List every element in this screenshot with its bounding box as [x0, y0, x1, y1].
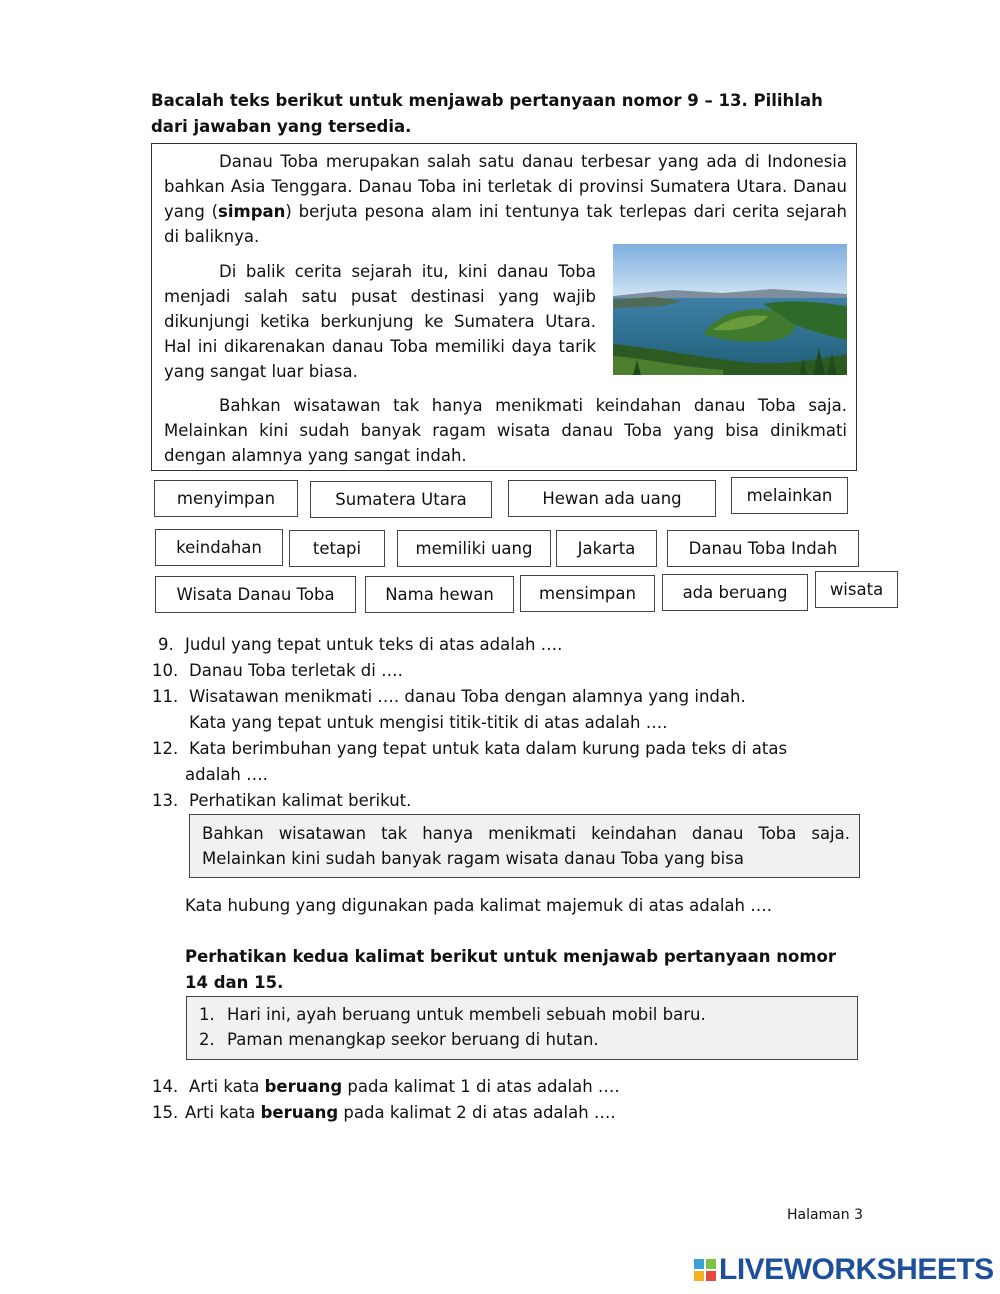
question-12-line-1: Kata berimbuhan yang tepat untuk kata dalam kurung pada teks di atas — [189, 739, 788, 758]
sentence-1: Hari ini, ayah beruang untuk membeli sebuah mobil baru. — [227, 1005, 706, 1024]
question-15: Arti kata beruang pada kalimat 2 di atas adalah …. — [185, 1103, 616, 1122]
answer-chip[interactable]: Wisata Danau Toba — [155, 576, 356, 613]
question-9: Judul yang tepat untuk teks di atas adalah …. — [185, 635, 563, 654]
question-12-line-2: adalah …. — [185, 765, 268, 784]
passage-paragraph-2: Di balik cerita sejarah itu, kini danau Toba menjadi salah satu pusat destinasi yang wajib dikunjungi ketika berkunjung ke Sumatera Utara. Hal ini dikarenakan danau Toba memiliki daya tarik yang sangat luar biasa. — [164, 262, 596, 381]
answer-chip[interactable]: wisata — [815, 571, 898, 608]
question-number: 11. — [152, 687, 179, 706]
question-13-follow-up: Kata hubung yang digunakan pada kalimat majemuk di atas adalah …. — [185, 896, 772, 915]
question-10: Danau Toba terletak di …. — [189, 661, 403, 680]
answer-chip[interactable]: memiliki uang — [397, 530, 551, 567]
question-11-line-1: Wisatawan menikmati …. danau Toba dengan alamnya yang indah. — [189, 687, 746, 706]
quoted-sentence: Bahkan wisatawan tak hanya menikmati keindahan danau Toba saja. Melainkan kini sudah banyak ragam wisata danau Toba yang bisa — [202, 824, 850, 868]
passage-paragraph-1: Danau Toba merupakan salah satu danau terbesar yang ada di Indonesia bahkan Asia Tenggara. Danau Toba ini terletak di provinsi Sumatera Utara. Danau yang (simpan) berjuta pesona alam ini tentunya tak terlepas dari cerita sejarah di baliknya. — [164, 152, 847, 246]
liveworksheets-brand — [694, 1253, 994, 1287]
answer-chip[interactable]: Hewan ada uang — [508, 480, 716, 517]
question-number: 12. — [152, 739, 179, 758]
answer-chip[interactable]: Sumatera Utara — [310, 481, 492, 518]
answer-chip[interactable]: Nama hewan — [365, 576, 514, 613]
page-number: Halaman 3 — [786, 1207, 863, 1223]
question-number: 9. — [158, 635, 174, 654]
brand-name: LIVEWORKSHEETS — [719, 1253, 994, 1286]
answer-chip[interactable]: tetapi — [289, 530, 385, 567]
answer-chip[interactable]: ada beruang — [662, 574, 808, 611]
passage-paragraph-3: Bahkan wisatawan tak hanya menikmati keindahan danau Toba saja. Melainkan kini sudah banyak ragam wisata danau Toba yang bisa dinikmati dengan alamnya yang sangat indah. — [164, 396, 847, 465]
answer-chip[interactable]: menyimpan — [154, 480, 298, 517]
sentences-box — [186, 996, 858, 1060]
sentence-number: 1. — [199, 1005, 215, 1024]
section-2-instruction: Perhatikan kedua kalimat berikut untuk menjawab pertanyaan nomor 14 dan 15. — [185, 947, 836, 992]
reading-passage — [151, 143, 857, 471]
question-11-line-2: Kata yang tepat untuk mengisi titik-titik di atas adalah …. — [189, 713, 668, 732]
question-number: 15. — [152, 1103, 179, 1122]
sentence-number: 2. — [199, 1030, 215, 1049]
bracketed-word: simpan — [218, 202, 286, 221]
question-number: 13. — [152, 791, 179, 810]
answer-chip[interactable]: Jakarta — [556, 530, 657, 567]
answer-chip[interactable]: keindahan — [155, 529, 283, 566]
question-14: Arti kata beruang pada kalimat 1 di atas adalah …. — [189, 1077, 620, 1096]
answer-chip[interactable]: mensimpan — [520, 575, 655, 612]
quoted-sentence-box — [189, 814, 860, 878]
answer-chip[interactable]: Danau Toba Indah — [667, 530, 859, 567]
question-number: 10. — [152, 661, 179, 680]
question-number: 14. — [152, 1077, 179, 1096]
question-13: Perhatikan kalimat berikut. — [189, 791, 412, 810]
lake-toba-photo — [613, 244, 847, 375]
sentence-2: Paman menangkap seekor beruang di hutan. — [227, 1030, 599, 1049]
instruction-heading: Bacalah teks berikut untuk menjawab pertanyaan nomor 9 – 13. Pilihlah dari jawaban yang tersedia. — [151, 91, 823, 136]
liveworksheets-logo-icon — [694, 1259, 716, 1281]
answer-chip[interactable]: melainkan — [731, 477, 848, 514]
